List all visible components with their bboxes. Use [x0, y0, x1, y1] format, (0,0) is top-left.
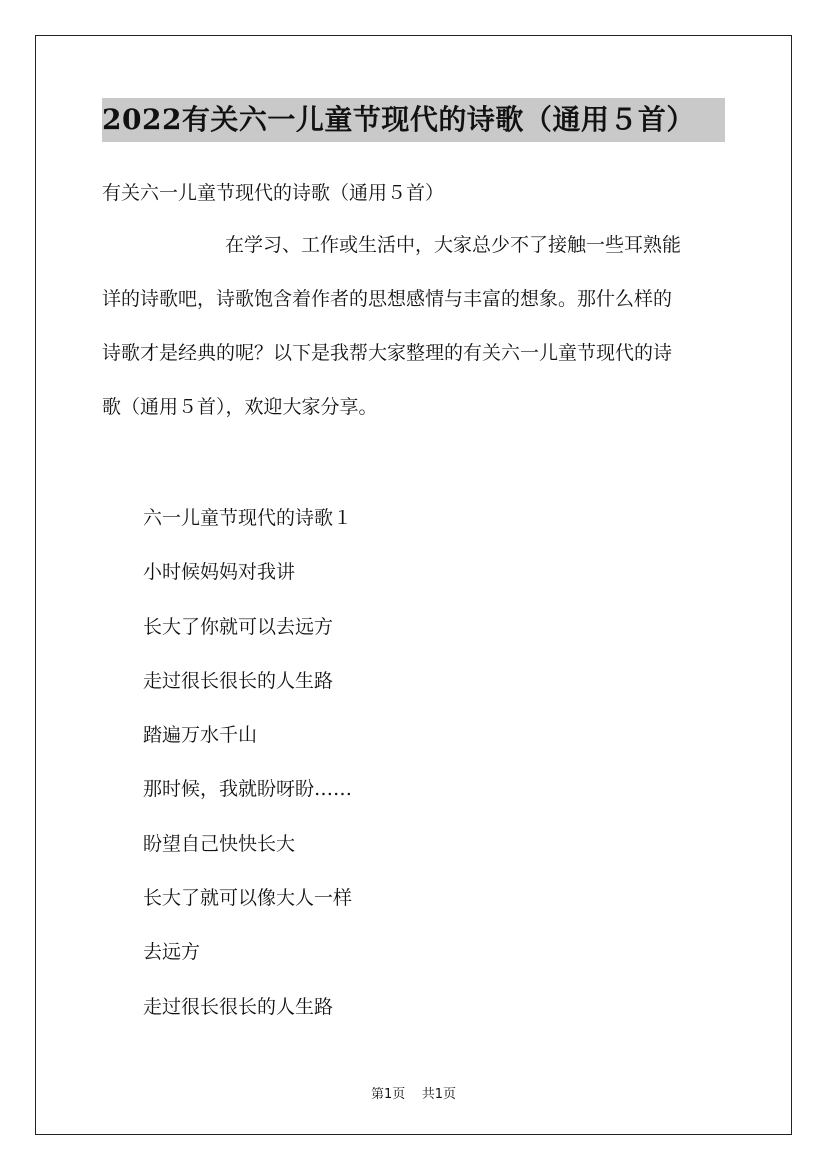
intro-paragraph — [102, 230, 727, 446]
poem-line: 走过很长很长的人生路 — [143, 995, 334, 1018]
poem-line: 踏遍万水千山 — [143, 724, 258, 747]
document-title: 2022有关六一儿童节现代的诗歌（通用５首） — [102, 103, 695, 136]
intro-line: 在学习、工作或生活中，大家总少不了接触一些耳熟能 — [225, 234, 682, 256]
intro-line: 歌（通用５首），欢迎大家分享。 — [102, 396, 378, 418]
intro-line: 详的诗歌吧，诗歌饱含着作者的思想感情与丰富的想象。那什么样的 — [102, 288, 673, 310]
document-subtitle: 有关六一儿童节现代的诗歌（通用５首） — [102, 182, 445, 204]
poem-line: 走过很长很长的人生路 — [143, 669, 334, 692]
poem-body — [143, 503, 352, 1046]
poem-line: 盼望自己快快长大 — [143, 832, 296, 855]
poem-line: 那时候，我就盼呀盼…… — [143, 778, 353, 801]
poem-line: 小时候妈妈对我讲 — [143, 561, 296, 584]
poem-heading: 六一儿童节现代的诗歌１ — [143, 507, 353, 529]
page-number: 第1页 — [370, 1087, 406, 1102]
poem-line: 去远方 — [143, 941, 201, 964]
title-highlight — [102, 98, 725, 142]
page-footer — [0, 1083, 827, 1102]
poem-line: 长大了就可以像大人一样 — [143, 887, 353, 910]
page-total: 共1页 — [421, 1087, 457, 1102]
poem-line: 长大了你就可以去远方 — [143, 615, 334, 638]
intro-line: 诗歌才是经典的呢？以下是我帮大家整理的有关六一儿童节现代的诗 — [102, 342, 673, 364]
